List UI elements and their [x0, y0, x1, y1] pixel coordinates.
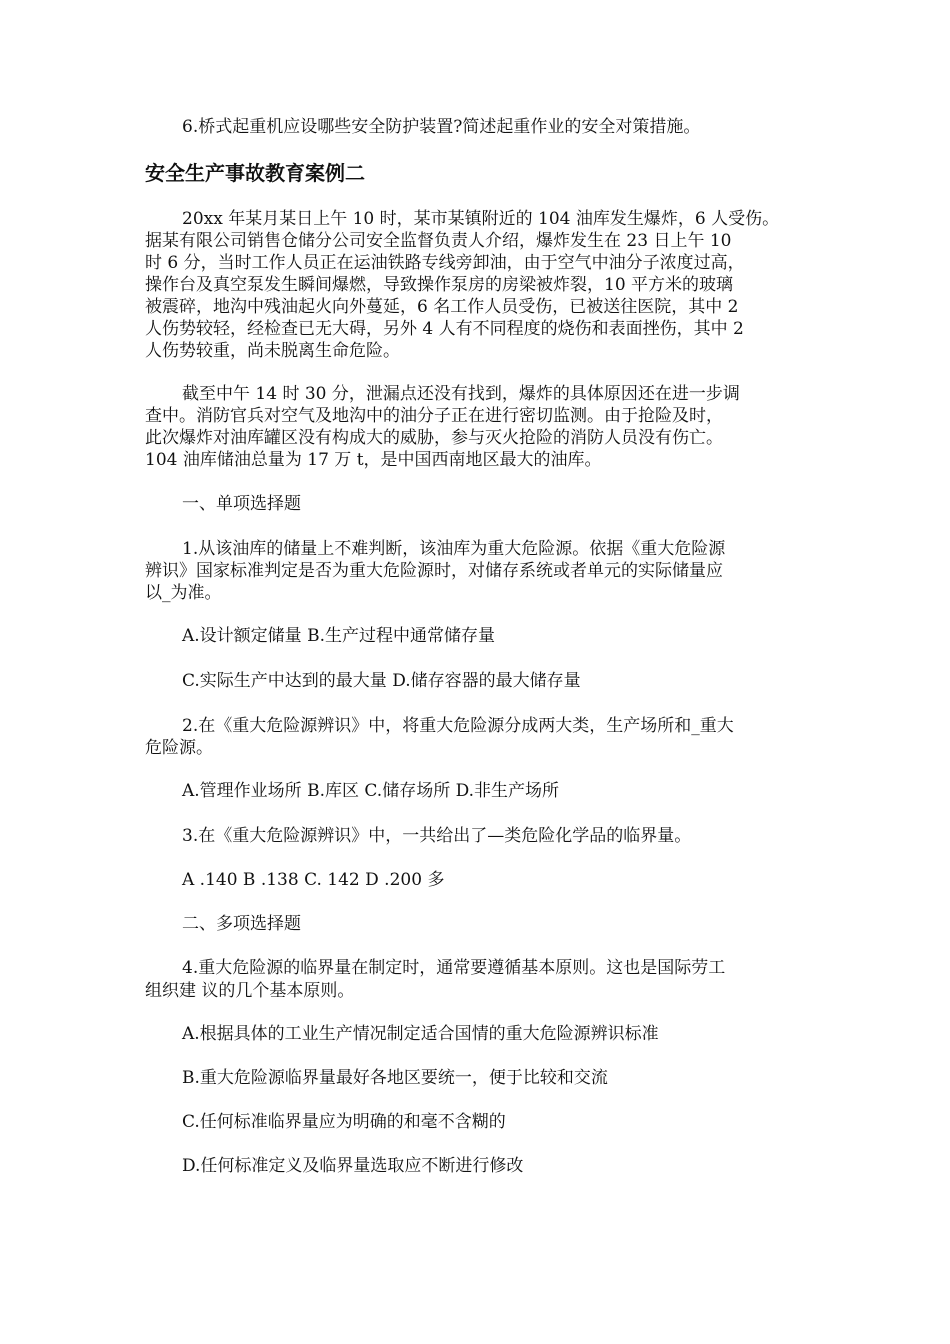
paragraph-line: 20xx 年某月某日上午 10 时，某市某镇附近的 104 油库发生爆炸，6 人受伤。 — [182, 209, 780, 229]
section-heading: 安全生产事故教育案例二 — [145, 161, 365, 185]
paragraph-line: 时 6 分，当时工作人员正在运油铁路专线旁卸油，由于空气中油分子浓度过高， — [145, 253, 745, 273]
paragraph-line: 据某有限公司销售仓储分公司安全监督负责人介绍，爆炸发生在 23 日上午 10 — [145, 231, 732, 251]
paragraph-line: 操作台及真空泵发生瞬间爆燃，导致操作泵房的房梁被炸裂，10 平方米的玻璃 — [145, 275, 734, 295]
question-1-options-cd: C.实际生产中达到的最大量 D.储存容器的最大储存量 — [182, 671, 581, 691]
paragraph-line: 人伤势较重，尚未脱离生命危险。 — [145, 341, 400, 361]
paragraph-line: 查中。消防官兵对空气及地沟中的油分子正在进行密切监测。由于抢险及时， — [145, 406, 723, 426]
section-multiple-choice: 二、多项选择题 — [182, 914, 301, 934]
paragraph-line: 人伤势较轻，经检查已无大碍，另外 4 人有不同程度的烧伤和表面挫伤，其中 2 — [145, 319, 744, 339]
question-3-options: A .140 B .138 C. 142 D .200 多 — [182, 870, 445, 890]
question-4-option-b: B.重大危险源临界量最好各地区要统一，便于比较和交流 — [182, 1068, 608, 1088]
question-line: 2.在《重大危险源辨识》中，将重大危险源分成两大类，生产场所和_重大 — [182, 716, 734, 736]
paragraph-line: 截至中午 14 时 30 分，泄漏点还没有找到，爆炸的具体原因还在进一步调 — [182, 384, 740, 404]
question-2-options: A.管理作业场所 B.库区 C.储存场所 D.非生产场所 — [182, 781, 560, 801]
question-line: 1.从该油库的储量上不难判断，该油库为重大危险源。依据《重大危险源 — [182, 539, 726, 559]
question-line: 辨识》国家标准判定是否为重大危险源时，对储存系统或者单元的实际储量应 — [145, 561, 723, 581]
question-1-options-ab: A.设计额定储量 B.生产过程中通常储存量 — [182, 626, 495, 646]
question-4-option-a: A.根据具体的工业生产情况制定适合国情的重大危险源辨识标准 — [182, 1024, 659, 1044]
question-line: 危险源。 — [145, 738, 213, 758]
section-single-choice: 一、单项选择题 — [182, 494, 301, 514]
question-line: 以_为准。 — [145, 583, 222, 603]
question-6: 6.桥式起重机应设哪些安全防护装置?简述起重作业的安全对策措施。 — [182, 117, 701, 137]
question-line: 4.重大危险源的临界量在制定时，通常要遵循基本原则。这也是国际劳工 — [182, 958, 726, 978]
paragraph-line: 此次爆炸对油库罐区没有构成大的威胁，参与灭火抢险的消防人员没有伤亡。 — [145, 428, 723, 448]
question-line: 组织建 议的几个基本原则。 — [145, 981, 355, 1001]
question-4-option-d: D.任何标准定义及临界量选取应不断进行修改 — [182, 1156, 524, 1176]
question-3: 3.在《重大危险源辨识》中，一共给出了—类危险化学品的临界量。 — [182, 826, 692, 846]
question-4-option-c: C.任何标准临界量应为明确的和毫不含糊的 — [182, 1112, 506, 1132]
paragraph-line: 被震碎，地沟中残油起火向外蔓延，6 名工作人员受伤，已被送往医院，其中 2 — [145, 297, 739, 317]
paragraph-line: 104 油库储油总量为 17 万 t，是中国西南地区最大的油库。 — [145, 450, 602, 470]
